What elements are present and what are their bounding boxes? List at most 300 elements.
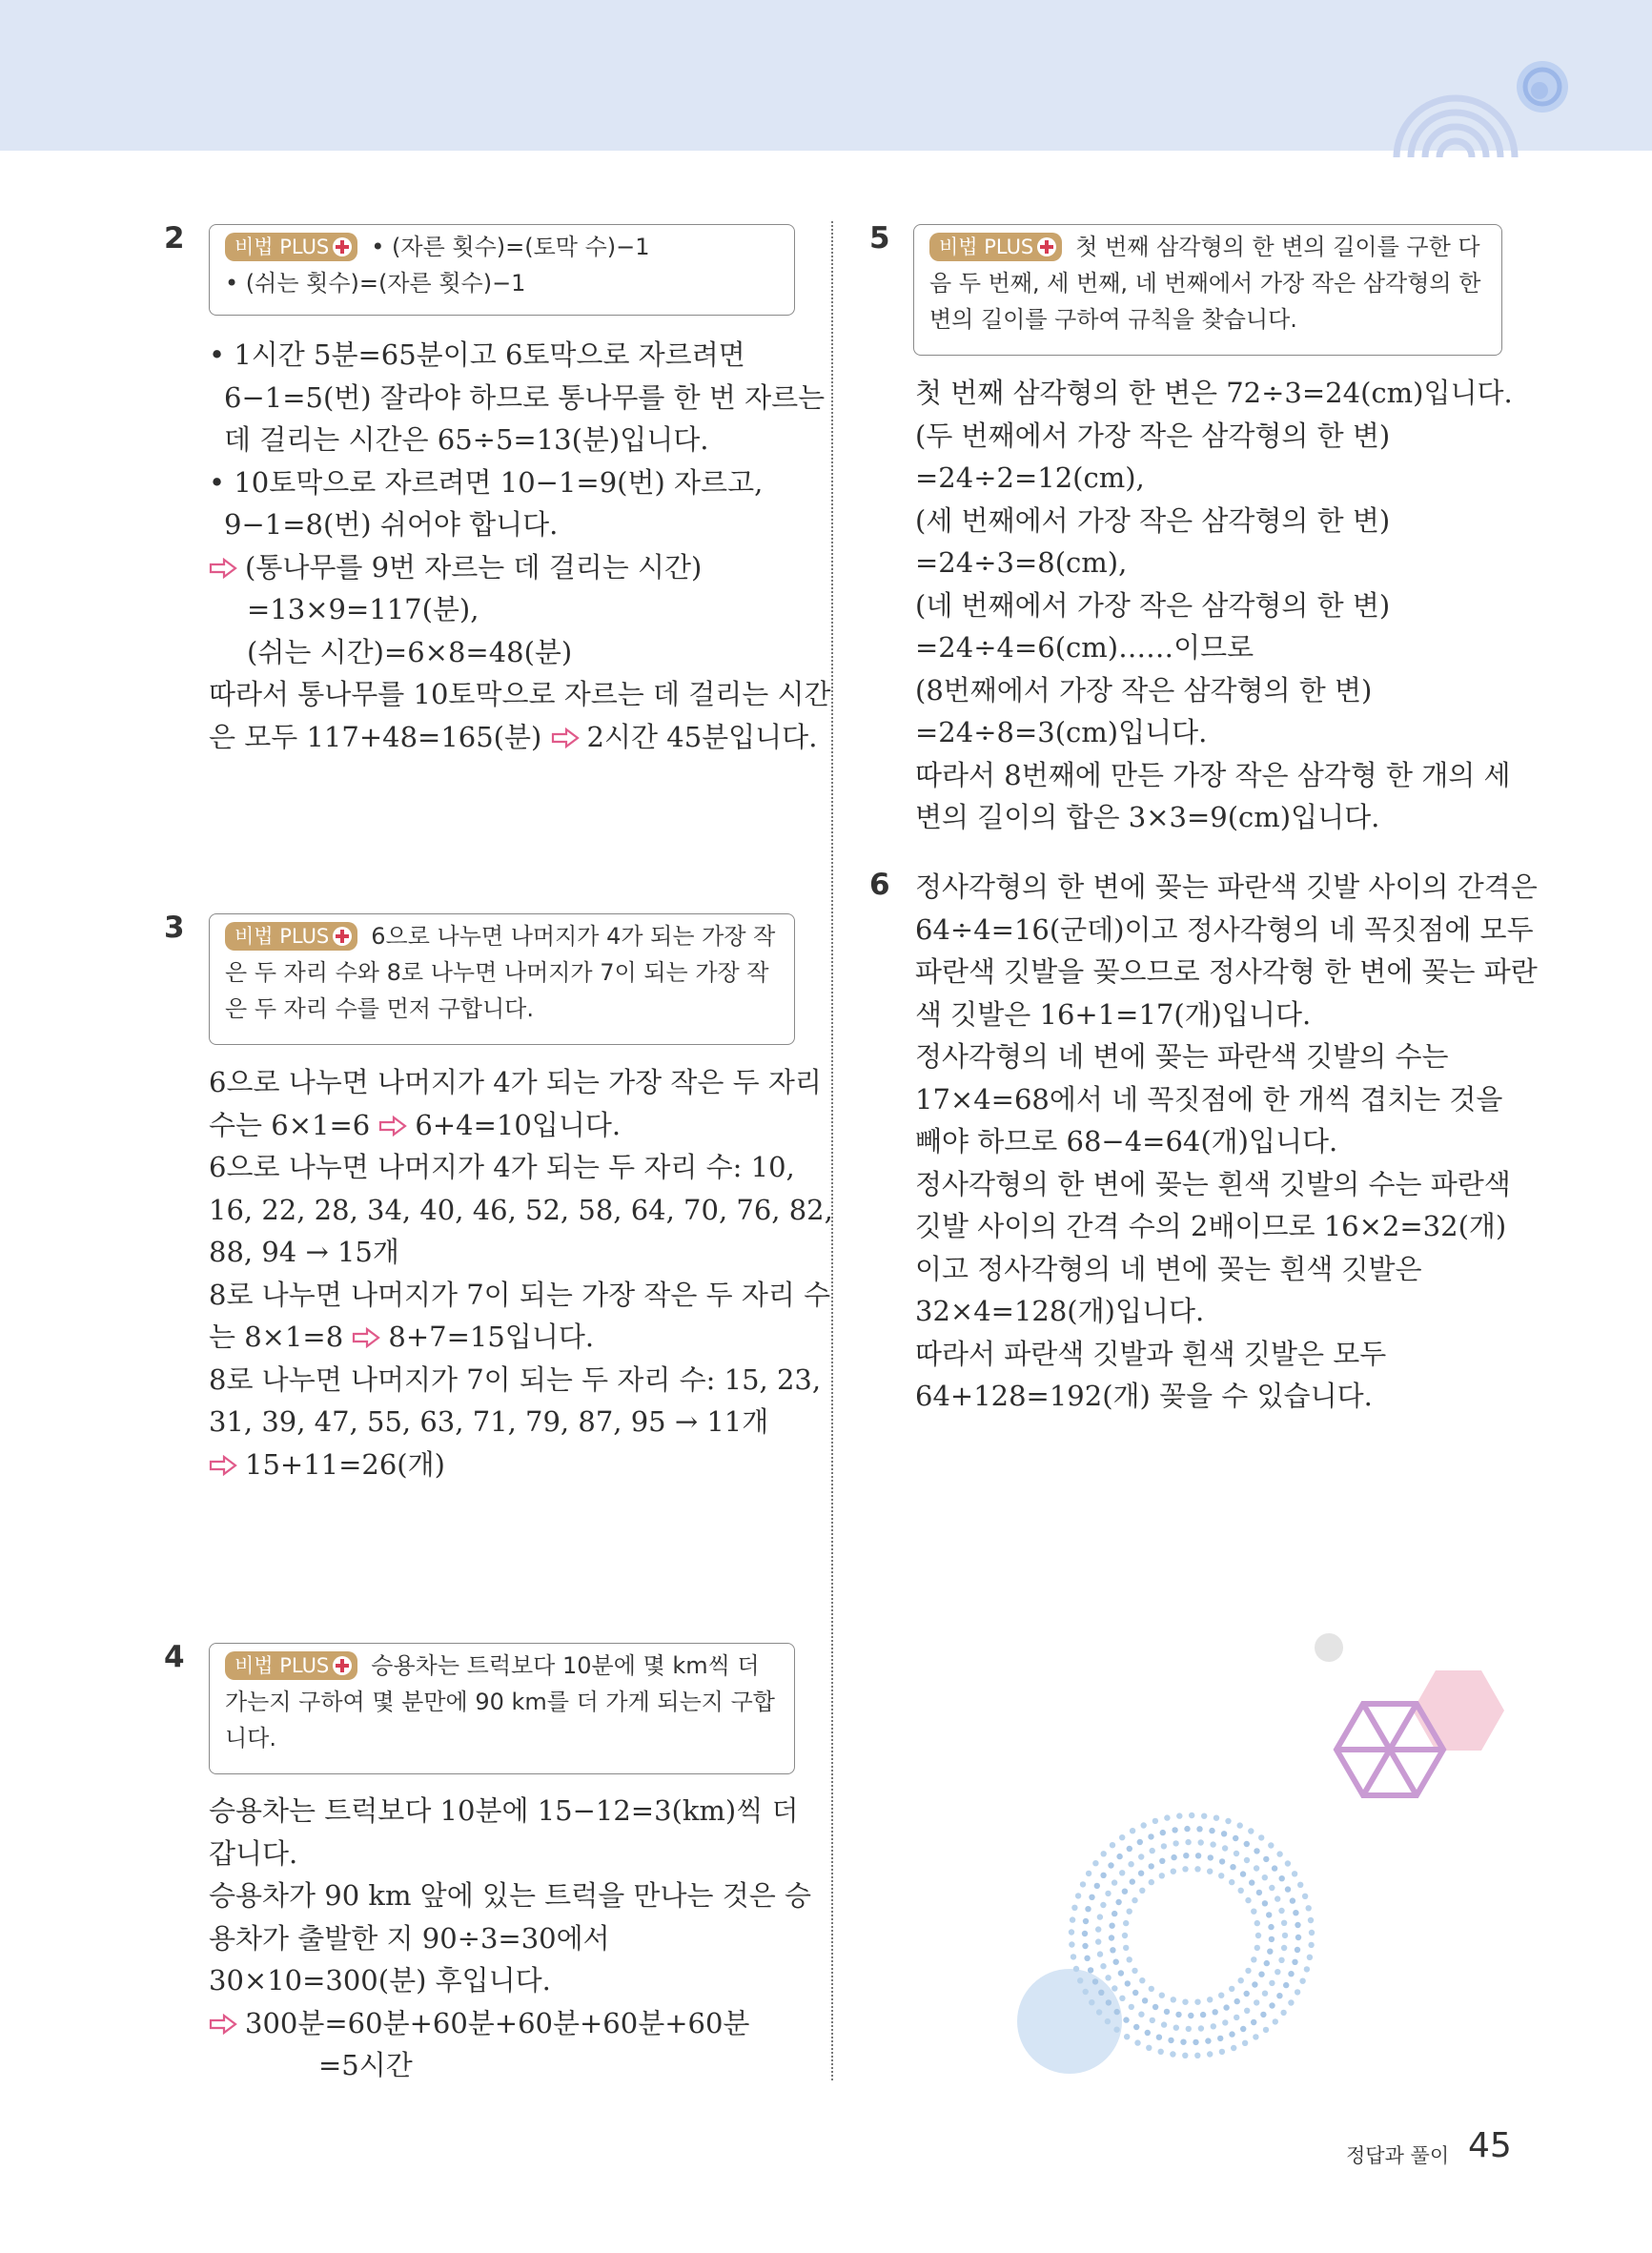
ring-dot (1249, 1879, 1254, 1885)
ring-dot (1237, 1822, 1243, 1828)
ring-dot (1113, 2027, 1119, 2033)
ring-dot (1085, 1906, 1091, 1912)
ring-dot (1173, 2025, 1179, 2031)
ring-dot (1112, 1911, 1117, 1916)
ring-dot (1242, 2040, 1248, 2046)
ring-dot (1262, 1991, 1268, 1997)
ring-dot (1233, 1835, 1238, 1841)
ring-dot (1269, 1980, 1275, 1986)
ring-dot (1194, 1999, 1200, 2005)
ring-dot (1210, 1841, 1215, 1847)
solution-line: 17×4=68에서 네 꼭짓점에 한 개씩 겹치는 것을 (915, 1082, 1503, 1116)
ring-dot (1150, 1848, 1155, 1854)
ring-dot (1240, 1871, 1246, 1876)
ring-dot (1217, 2036, 1223, 2041)
ring-dot (1278, 1957, 1284, 1963)
ring-dot (1105, 2018, 1111, 2024)
ring-dot (1218, 1993, 1224, 1998)
problem-number: 3 (164, 911, 185, 945)
ring-dot (1254, 1865, 1259, 1871)
ring-dot (1152, 2004, 1158, 2010)
solution-line: 6으로 나누면 나머지가 4가 되는 두 자리 수: 10, (209, 1151, 795, 1183)
ring-dot (1258, 1972, 1264, 1977)
ring-dot (1073, 1966, 1079, 1972)
ring-dot (1142, 1997, 1148, 2003)
ring-dot (1149, 1879, 1154, 1885)
hexagon-icon (1336, 1704, 1443, 1795)
solution-line: (통나무를 9번 자르는 데 걸리는 시간) (209, 546, 831, 589)
solution-line: 빼야 하므로 68−4=64(개)입니다. (915, 1125, 1338, 1157)
ring-dot (1133, 2024, 1139, 2030)
solution-line: 이고 정사각형의 네 변에 꽂는 흰색 깃발은 (915, 1252, 1422, 1285)
ring-dot (1260, 2012, 1266, 2017)
solution-line: 16, 22, 28, 34, 40, 46, 52, 58, 64, 70, 76, 82, (209, 1193, 833, 1226)
decorative-shapes (982, 1611, 1573, 2107)
ring-dot (1268, 1842, 1274, 1848)
ring-dot (1201, 1813, 1207, 1819)
ring-dot (1282, 1933, 1288, 1938)
ring-dot (1273, 2018, 1278, 2024)
solution-line: (네 번째에서 가장 작은 삼각형의 한 변) (915, 588, 1391, 622)
solution-line: 용차가 출발한 지 90÷3=30에서 (209, 1921, 610, 1955)
ring-dot (1218, 1873, 1224, 1878)
ring-dot (1251, 1909, 1256, 1915)
ring-dot (1276, 1851, 1282, 1856)
ring-dot (1171, 1997, 1176, 2002)
ring-dot (1075, 1893, 1081, 1898)
ring-dot (1254, 1920, 1260, 1926)
ring-dot (1229, 1986, 1234, 1992)
ring-dot (1184, 1826, 1190, 1832)
solution-line: 64÷4=16(군데)이고 정사각형의 네 꼭짓점에 모두 (915, 912, 1534, 946)
ring-dot (1123, 1945, 1129, 1951)
ring-dot (1130, 1828, 1135, 1833)
ring-dot (1089, 1999, 1094, 2005)
ring-dot (1295, 1947, 1300, 1953)
ring-dot (1255, 1933, 1261, 1938)
ring-dot (1279, 1875, 1285, 1881)
ring-dot (1138, 1854, 1144, 1859)
ring-dot (1139, 1977, 1145, 1983)
ring-dot (1070, 1916, 1075, 1922)
ring-dot (1170, 2051, 1175, 2057)
solution-line: 정사각형의 한 변에 꽂는 흰색 깃발의 수는 파란색 (915, 1167, 1511, 1200)
ring-dot (1113, 1959, 1119, 1965)
solution-line: 깃발 사이의 간격 수의 2배이므로 16×2=32(개) (915, 1210, 1507, 1242)
ring-dot (1175, 2012, 1181, 2017)
ring-dot (1244, 2008, 1250, 2014)
ring-dot (1231, 2045, 1236, 2051)
ring-dot (1272, 1865, 1277, 1871)
ring-dot (1229, 1879, 1234, 1885)
ring-dot (1207, 2051, 1213, 2057)
solution-line: =24÷8=3(cm)입니다. (915, 716, 1208, 748)
ring-dot (1285, 1860, 1291, 1866)
ring-dot (1200, 2012, 1206, 2017)
ring-dot (1080, 1881, 1086, 1887)
ring-dot (1264, 1960, 1270, 1966)
hint-tag: 비법 PLUS (225, 1651, 357, 1680)
ring-dot (1263, 1856, 1269, 1862)
ring-dot (1205, 2038, 1211, 2043)
ring-dot (1115, 1899, 1121, 1905)
solution-text (209, 334, 831, 758)
ring-dot (1145, 2030, 1151, 2036)
ring-dot (1134, 2039, 1140, 2045)
ring-dot (1183, 1853, 1189, 1858)
solution-line: =24÷3=8(cm), (915, 546, 1128, 579)
ring-dot (1130, 1878, 1135, 1884)
ring-dot (1122, 1933, 1128, 1938)
ring-dot (1082, 1931, 1088, 1936)
ring-dot (1238, 1977, 1244, 1983)
ring-dot (1244, 1991, 1250, 1997)
ring-dot (1159, 1993, 1165, 1998)
ring-dot (1269, 2002, 1275, 2008)
solution-line: • 1시간 5분=65분이고 6토막으로 자르려면 (209, 338, 745, 371)
ring-dot (1095, 1938, 1101, 1944)
ring-dot (1116, 1854, 1122, 1859)
solution-line: 색 깃발은 16+1=17(개)입니다. (915, 997, 1312, 1031)
ring-dot (1219, 2049, 1225, 2055)
ring-dot (1302, 1894, 1308, 1899)
ring-dot (1122, 1889, 1128, 1895)
ring-dot (1268, 1924, 1274, 1930)
ring-dot (1132, 1990, 1138, 1996)
ring-dot (1160, 1830, 1166, 1835)
ring-dot (1207, 1997, 1213, 2002)
arrow-icon (209, 1455, 237, 1476)
solution-line: =13×9=117(분), (247, 593, 479, 625)
ring-dot (1119, 1834, 1125, 1840)
solution-line: 32×4=128(개)입니다. (915, 1295, 1205, 1327)
ring-dot (1194, 2053, 1200, 2058)
ring-dot (1109, 1923, 1114, 1929)
ring-dot (1149, 1863, 1154, 1869)
ring-dot (1288, 1971, 1294, 1976)
ring-dot (1071, 1954, 1076, 1959)
ring-dot (1109, 1935, 1114, 1940)
ring-dot (1110, 1842, 1115, 1848)
ring-dot (1168, 2038, 1173, 2043)
solution-line: 수는 6×1=6 6+4=10입니다. (209, 1108, 622, 1141)
ring-dot (1086, 1871, 1091, 1876)
problem-number: 4 (164, 1640, 185, 1674)
solution-line: 은 모두 117+48=165(분) 2시간 45분입니다. (209, 720, 818, 753)
ring-dot (1208, 1854, 1214, 1860)
plus-icon (333, 237, 352, 256)
ring-dot (1088, 1967, 1093, 1973)
problem-number: 2 (164, 221, 185, 256)
ring-dot (1098, 1990, 1104, 1996)
solution-line: =24÷4=6(cm)……이므로 (915, 631, 1254, 664)
hint-line: 변의 길이를 구하여 규칙을 찾습니다. (929, 306, 1297, 333)
ring-dot (1248, 1828, 1254, 1833)
ring-dot (1132, 1897, 1137, 1903)
hint-box (913, 224, 1502, 356)
plus-icon (333, 1656, 352, 1675)
ring-dot (1119, 1870, 1125, 1875)
arrow-icon (551, 727, 580, 748)
ring-dot (1132, 1968, 1137, 1974)
arrow-icon (352, 1327, 380, 1348)
ring-dot (1245, 1897, 1251, 1903)
ring-dot (1097, 1951, 1103, 1956)
hint-tag: 비법 PLUS (225, 233, 357, 261)
ring-dot (1069, 1941, 1074, 1947)
ring-dot (1188, 2013, 1193, 2018)
ring-dot (1281, 1920, 1287, 1926)
ring-dot (1196, 1826, 1202, 1832)
ring-dot (1293, 1910, 1298, 1915)
ring-dot (1100, 1873, 1106, 1878)
ring-dot (1159, 1858, 1165, 1864)
solution-line: 따라서 통나무를 10토막으로 자르는 데 걸리는 시간 (209, 678, 831, 710)
ring-dot (1219, 1858, 1225, 1864)
arrow-icon (209, 2014, 237, 2035)
solution-line: 데 걸리는 시간은 65÷5=13(분)입니다. (224, 423, 709, 456)
ring-dot (1124, 2034, 1130, 2039)
ring-dot (1251, 1956, 1256, 1962)
ring-dot (1119, 1996, 1125, 2001)
ring-dot (1110, 1947, 1115, 1953)
ring-dot (1164, 1814, 1170, 1820)
ring-dot (1276, 1993, 1282, 1998)
ring-dot (1112, 1985, 1117, 1991)
ring-dot (1101, 1851, 1107, 1856)
ring-dot (1290, 1897, 1295, 1903)
ring-dot (1288, 1999, 1294, 2005)
ring-dot (1173, 1840, 1178, 1846)
ring-dot (1308, 1917, 1314, 1923)
ring-dot (1295, 1989, 1300, 1995)
plus-icon (1037, 237, 1056, 256)
ring-dot (1229, 2031, 1234, 2037)
problem-number: 5 (869, 221, 890, 256)
ring-dot (1148, 1833, 1153, 1839)
solution-line: 승용차는 트럭보다 10분에 15−12=3(km)씩 더 (209, 1794, 799, 1827)
ring-dot (1182, 2053, 1188, 2058)
solution-text (209, 1790, 811, 2087)
ring-dot (1100, 1963, 1106, 1969)
ring-dot (1254, 1999, 1259, 2005)
ring-dot (1158, 2049, 1164, 2055)
ring-dot (1267, 1949, 1273, 1955)
ring-dot (1244, 1841, 1250, 1847)
decorative-rings (1382, 52, 1573, 157)
ring-dot (1308, 1942, 1314, 1948)
solution-line: (세 번째에서 가장 작은 삼각형의 한 변) (915, 503, 1391, 537)
decorative-dot (1315, 1633, 1343, 1662)
ring-dot (1207, 1869, 1213, 1874)
solution-line: =5시간 (318, 2049, 413, 2081)
ring-dot (1176, 1813, 1182, 1818)
ring-dot (1127, 1909, 1132, 1915)
solution-text (915, 866, 1538, 1418)
solution-line: =24÷2=12(cm), (915, 461, 1145, 494)
decorative-hexagon (1413, 1670, 1504, 1751)
solution-line: (8번째에서 가장 작은 삼각형의 한 변) (915, 673, 1373, 707)
solution-line: 88, 94 → 15개 (209, 1236, 399, 1268)
solution-line: 정사각형의 네 변에 꽂는 파란색 깃발의 수는 (915, 1040, 1449, 1073)
ring-dot (1309, 1930, 1315, 1936)
ring-dot (1297, 1882, 1303, 1888)
ring-dot (1182, 1999, 1188, 2005)
solution-line: • 10토막으로 자르려면 10−1=9(번) 자르고, (209, 465, 764, 499)
ring-dot (1161, 2021, 1167, 2027)
ring-dot (1128, 1861, 1133, 1867)
ring-dot (1222, 2019, 1228, 2025)
hint-line: 니다. (225, 1725, 276, 1751)
hint-line: 은 두 자리 수와 8로 나누면 나머지가 7이 되는 가장 작 (225, 959, 769, 986)
ring-dot (1295, 1922, 1300, 1928)
solution-line: 정사각형의 한 변에 꽂는 파란색 깃발 사이의 간격은 (915, 870, 1538, 903)
plus-icon (333, 927, 352, 946)
ring-dot (1185, 1839, 1191, 1845)
footer-label: 정답과 풀이 (1346, 2144, 1450, 2167)
ring-dot (1292, 1871, 1297, 1876)
ring-dot (1092, 1978, 1098, 1984)
ring-dot (1171, 1854, 1176, 1860)
arrow-icon (378, 1116, 407, 1137)
solution-line: 8로 나누면 나머지가 7이 되는 가장 작은 두 자리 수 (209, 1278, 831, 1311)
solution-line: 첫 번째 삼각형의 한 변은 72÷3=24(cm)입니다. (915, 377, 1513, 409)
ring-dot (1123, 1920, 1129, 1926)
ring-dot (1108, 1862, 1113, 1868)
page-number: 45 (1468, 2126, 1512, 2165)
ring-dot (1194, 1866, 1200, 1872)
ring-dot (1171, 1869, 1176, 1874)
solution-line: 8로 나누면 나머지가 7이 되는 두 자리 수: 15, 23, (209, 1362, 822, 1396)
ring-dot (1209, 1828, 1214, 1833)
solution-line: 9−1=8(번) 쉬어야 합니다. (224, 508, 559, 541)
hint-line: 승용차는 트럭보다 10분에 몇 km씩 더 (371, 1652, 760, 1679)
ring-dot (1262, 1874, 1268, 1880)
ring-dot (1189, 1813, 1194, 1818)
ring-dot (1193, 2039, 1198, 2045)
ring-dot (1164, 2009, 1170, 2015)
ring-dot (1138, 2012, 1144, 2017)
ring-dot (1256, 1890, 1262, 1895)
ring-dot (1281, 1945, 1287, 1951)
hint-line: 첫 번째 삼각형의 한 변의 길이를 구한 다 (1075, 234, 1480, 260)
ring-dot (1238, 1888, 1244, 1894)
ring-dot (1253, 2034, 1258, 2039)
ring-dot (1234, 1851, 1239, 1856)
hint-tag: 비법 PLUS (929, 233, 1062, 261)
ring-dot (1299, 1978, 1305, 1984)
hint-box (209, 224, 795, 316)
solution-line: 6−1=5(번) 잘라야 하므로 통나무를 한 번 자르는 (224, 380, 826, 414)
ring-dot (1263, 2027, 1269, 2033)
ring-dot (1114, 2009, 1120, 2015)
ring-dot (1186, 2026, 1192, 2032)
ring-dot (1150, 2017, 1155, 2023)
ring-dot (1125, 1980, 1131, 1986)
ring-dot (1141, 1822, 1147, 1828)
solution-line: 31, 39, 47, 55, 63, 71, 79, 87, 95 → 11개 (209, 1405, 769, 1438)
solution-line: (두 번째에서 가장 작은 삼각형의 한 변) (915, 419, 1391, 452)
solution-line: (쉬는 시간)=6×8=48(분) (247, 635, 573, 668)
arrow-icon (209, 558, 237, 579)
ring-dot (1269, 1936, 1275, 1942)
ring-dot (1262, 1900, 1268, 1906)
solution-line: 64+128=192(개) 꽂을 수 있습니다. (915, 1380, 1373, 1412)
ring-dot (1139, 1888, 1145, 1894)
hint-line: 음 두 번째, 세 번째, 네 번째에서 가장 작은 삼각형의 한 (929, 270, 1481, 297)
solution-line: 승용차가 90 km 앞에 있는 트럭을 만나는 것은 승 (209, 1879, 811, 1912)
ring-dot (1213, 2009, 1218, 2015)
ring-dot (1127, 1846, 1132, 1852)
ring-dot (1254, 1848, 1259, 1854)
ring-dot (1112, 1879, 1117, 1885)
ring-dot (1198, 2025, 1204, 2031)
ring-dot (1127, 1956, 1132, 1962)
ring-dot (1258, 1834, 1264, 1840)
ring-dot (1295, 1935, 1301, 1940)
ring-dot (1105, 1975, 1111, 1980)
ring-dot (1138, 1871, 1144, 1876)
ring-dot (1278, 1908, 1284, 1914)
hint-line: 은 두 자리 수를 먼저 구합니다. (225, 995, 534, 1022)
ring-dot (1089, 1895, 1094, 1900)
ring-dot (1100, 1902, 1106, 1908)
ring-dot (1092, 1860, 1098, 1866)
hint-line: • (자른 횟수)=(토막 수)−1 (371, 234, 650, 260)
ring-dot (1211, 2023, 1216, 2029)
ring-dot (1198, 1839, 1204, 1845)
solution-line: 30×10=300(분) 후입니다. (209, 1964, 551, 1997)
ring-dot (1095, 1926, 1101, 1932)
ring-dot (1266, 1912, 1272, 1917)
ring-dot (1094, 1883, 1100, 1889)
hint-box (209, 913, 795, 1045)
ring-dot (1234, 2015, 1239, 2020)
ring-dot (1071, 1905, 1077, 1911)
ring-dot (1307, 1955, 1313, 1960)
ring-dot (1152, 1818, 1158, 1824)
ring-dot (1240, 2026, 1246, 2032)
ring-dot (1097, 1914, 1103, 1919)
ring-dot (1304, 1966, 1310, 1972)
solution-line: 따라서 파란색 깃발과 흰색 깃발은 모두 (915, 1337, 1387, 1370)
ring-dot (1269, 1885, 1275, 1891)
solution-text (915, 372, 1513, 839)
ring-dot (1214, 1815, 1219, 1821)
ring-dot (1180, 2039, 1186, 2045)
solution-line: 파란색 깃발을 꽂으므로 정사각형 한 변에 꽂는 파란 (915, 955, 1538, 988)
ring-dot (1083, 1989, 1089, 1995)
ring-dot (1149, 1986, 1154, 1992)
ring-dot (1077, 1977, 1083, 1983)
solution-text (209, 1061, 833, 1485)
ring-dot (1221, 1831, 1227, 1836)
ring-dot (1082, 1943, 1088, 1949)
ring-dot (1195, 1853, 1201, 1858)
solution-line: 갑니다. (209, 1836, 298, 1870)
hint-box (209, 1643, 795, 1774)
solution-line: 300분=60분+60분+60분+60분+60분 (209, 2002, 811, 2045)
ring-dot (1280, 2010, 1286, 2016)
ring-dot (1306, 1905, 1312, 1911)
ring-dot (1285, 1886, 1291, 1892)
ring-dot (1096, 2009, 1102, 2015)
ring-dot (1234, 1998, 1240, 2004)
hint-line: 6으로 나누면 나머지가 4가 되는 가장 작 (371, 923, 776, 950)
ring-dot (1245, 1968, 1251, 1974)
ring-dot (1292, 1959, 1297, 1965)
ring-dot (1106, 1999, 1112, 2005)
